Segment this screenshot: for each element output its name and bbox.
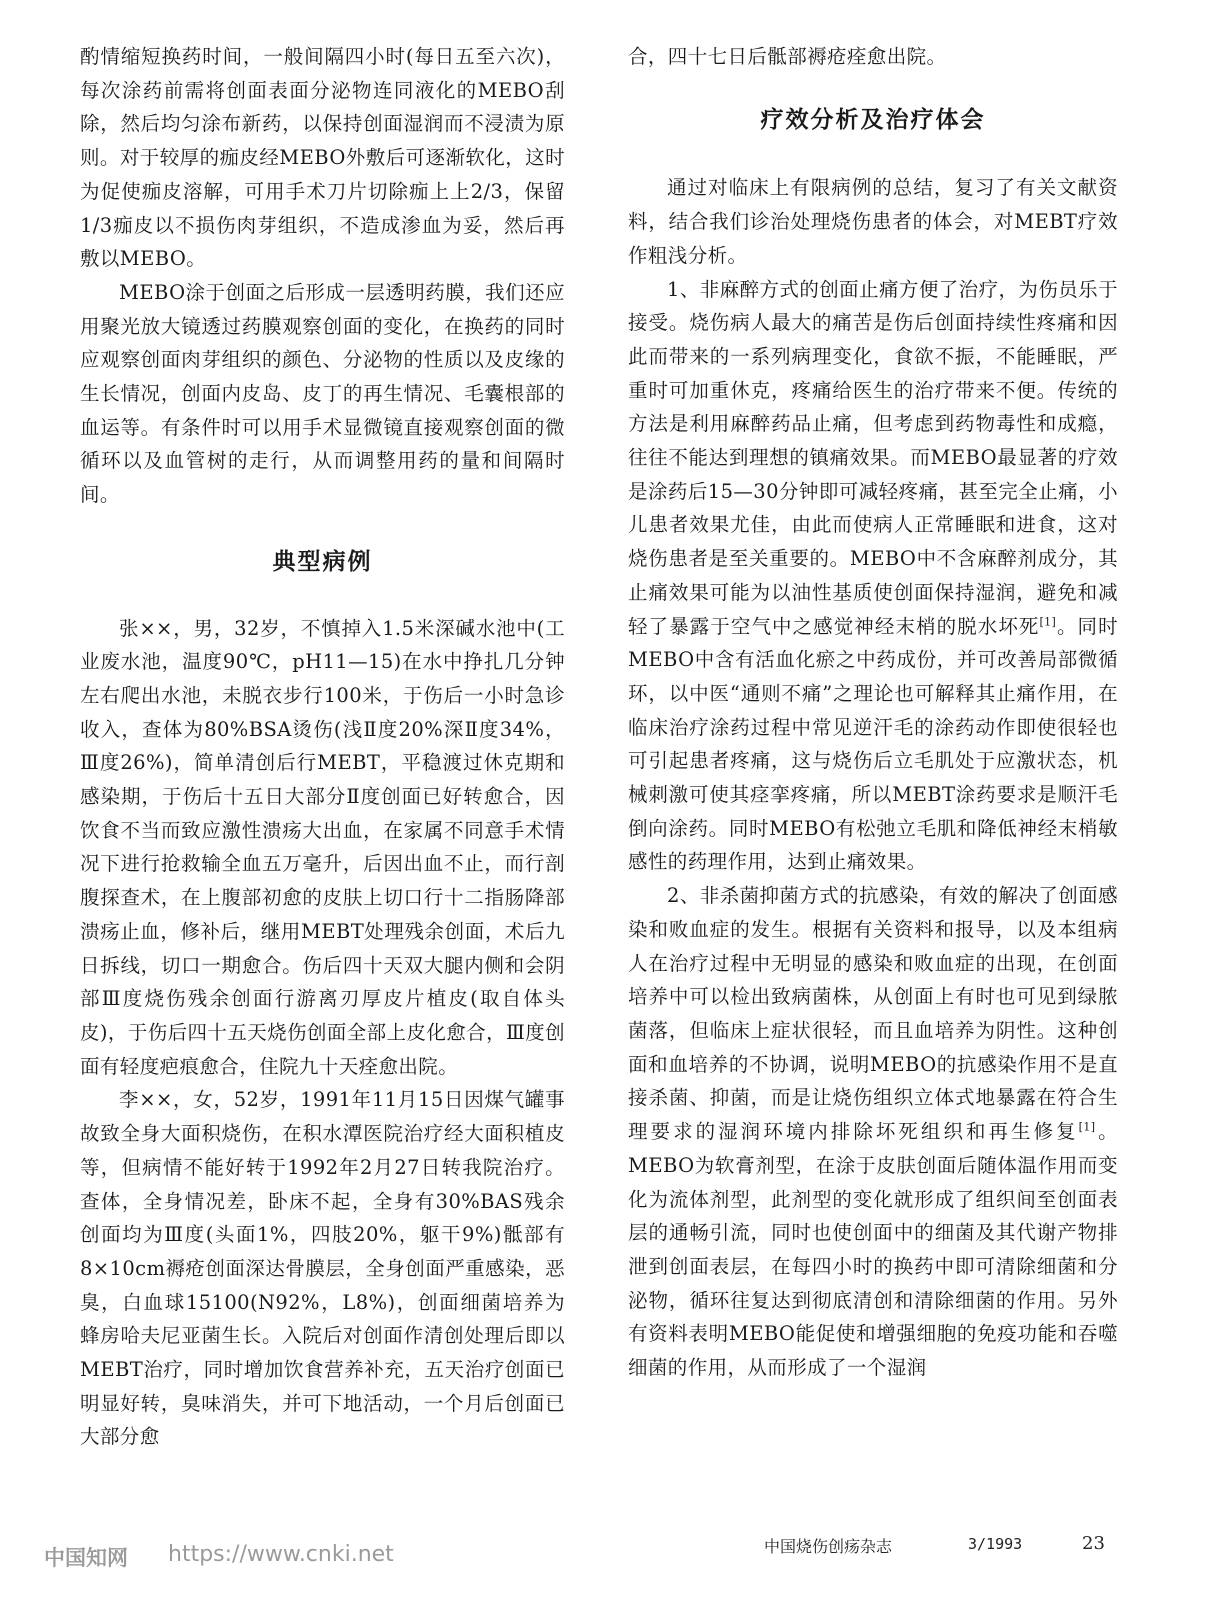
- citation-ref: [1]: [1078, 1120, 1096, 1134]
- paragraph-text: 1、非麻醉方式的创面止痛方便了治疗，为伤员乐于接受。烧伤病人最大的痛苦是伤后创面持续性疼痛和因此而带来的一系列病理变化，食欲不振，不能睡眠，严重时可加重休克，疼痛给医生的治疗带来不便。传统的方法是利用麻醉药品止痛，但考虑到药物毒性和成瘾，往往不能达到理想的镇痛效果。而MEBO最显著的疗效是涂药后15—30分钟即可减轻疼痛，甚至完全止痛，小儿患者效果尤佳，由此而使病人正常睡眠和进食，这对烧伤患者是至关重要的。MEBO中不含麻醉剂成分，其止痛效果可能为以油性基质使创面保持湿润，避免和减轻了暴露于空气中之感觉神经末梢的脱水坏死: [628, 277, 1118, 638]
- left-column: [80, 40, 565, 1454]
- paragraph-text: 2、非杀菌抑菌方式的抗感染，有效的解决了创面感染和败血症的发生。根据有关资料和报导，以及本组病人在治疗过程中无明显的感染和败血症的出现，在创面培养中可以检出致病菌株，从创面上有时也可见到绿脓菌落，但临床上症状很轻，而且血培养为阴性。这种创面和血培养的不协调，说明MEBO的抗感染作用不是直接杀菌、抑菌，而是让烧伤组织立体式地暴露在符合生理要求的湿润环境内排除坏死组织和再生修复: [628, 884, 1118, 1144]
- body-paragraph: 酌情缩短换药时间，一般间隔四小时(每日五至六次)，每次涂药前需将创面表面分泌物连同液化的MEBO刮除，然后均匀涂布新药，以保持创面湿润而不浸渍为原则。对于较厚的痂皮经MEBO外敷后可逐渐软化，这时为促使痂皮溶解，可用手术刀片切除痂上上2/3，保留1/3痂皮以不损伤肉芽组织，不造成渗血为妥，然后再敷以MEBO。: [80, 45, 565, 271]
- body-paragraph: 通过对临床上有限病例的总结，复习了有关文献资料，结合我们诊治处理烧伤患者的体会，对MEBT疗效作粗浅分析。: [628, 176, 1118, 267]
- citation-ref: [1]: [1039, 615, 1057, 629]
- paragraph-text: 。同时MEBO中含有活血化瘀之中药成份，并可改善局部微循环，以中医“通则不痛”之理论也可解释其止痛作用，在临床治疗涂药过程中常见逆汗毛的涂药动作即使很轻也可引起患者疼痛，这与烧伤后立毛肌处于应激状态，机械刺激可使其痉挛疼痛，所以MEBT涂药要求是顺汗毛倒向涂药。同时MEBO有松弛立毛肌和降低神经末梢敏感性的药理作用，达到止痛效果。: [628, 614, 1118, 874]
- issue-number: 3/1993: [968, 1535, 1023, 1553]
- section-heading-analysis: 疗效分析及治疗体会: [760, 106, 986, 133]
- journal-name: 中国烧伤创疡杂志: [764, 1537, 893, 1556]
- paragraph-text: 。MEBO为软膏剂型，在涂于皮肤创面后随体温作用而变化为流体剂型，此剂型的变化就形成了组织间至创面表层的通畅引流，同时也使创面中的细菌及其代谢产物排泄到创面表层，在每四小时的换药中即可清除细菌和分泌物，循环往复达到彻底清创和清除细菌的作用。另外有资料表明MEBO能促使和增强细胞的免疫功能和吞噬细菌的作用，从而形成了一个湿润: [628, 1120, 1118, 1380]
- body-paragraph: 合，四十七日后骶部褥疮痊愈出院。: [628, 45, 947, 68]
- analysis-point-2: [628, 879, 1118, 1385]
- right-column: [628, 40, 1118, 1385]
- page-number: 23: [1082, 1533, 1105, 1554]
- cnki-logo: 中国知网: [44, 1546, 128, 1570]
- body-paragraph: MEBO涂于创面之后形成一层透明药膜，我们还应用聚光放大镜透过药膜观察创面的变化，在换药的同时应观察创面肉芽组织的颜色、分泌物的性质以及皮缘的生长情况，创面内皮岛、皮丁的再生情况、毛囊根部的血运等。有条件时可以用手术显微镜直接观察创面的微循环以及血管树的走行，从而调整用药的量和间隔时间。: [80, 280, 565, 507]
- cnki-url[interactable]: https://www.cnki.net: [168, 1542, 394, 1567]
- case-report-2: 李××，女，52岁，1991年11月15日因煤气罐事故致全身大面积烧伤，在积水潭医院治疗经大面积植皮等，但病情不能好转于1992年2月27日转我院治疗。查体，全身情况差，卧床不起，全身有30%BAS残余创面均为Ⅲ度(头面1%，四肢20%，躯干9%)骶部有8×10cm褥疮创面深达骨膜层，全身创面严重感染，恶臭，白血球15100(N92%，L8%)，创面细菌培养为蜂房哈夫尼亚菌生长。入院后对创面作清创处理后即以MEBT治疗，同时增加饮食营养补充，五天治疗创面已明显好转，臭味消失，并可下地活动，一个月后创面已大部分愈: [80, 1088, 565, 1449]
- page-footer: [0, 1534, 1216, 1574]
- analysis-point-1: [628, 273, 1118, 880]
- case-report-1: 张××，男，32岁，不慎掉入1.5米深碱水池中(工业废水池，温度90℃，pH11—15)在水中挣扎几分钟左右爬出水池，未脱衣步行100米，于伤后一小时急诊收入，查体为80%BSA烫伤(浅Ⅱ度20%深Ⅱ度34%，Ⅲ度26%)，简单清创后行MEBT，平稳渡过休克期和感染期，于伤后十五日大部分Ⅱ度创面已好转愈合，因饮食不当而致应激性溃疡大出血，在家属不同意手术情况下进行抢救输全血五万毫升，后因出血不止，而行剖腹探查术，在上腹部初愈的皮肤上切口行十二指肠降部溃疡止血，修补后，继用MEBT处理残余创面，术后九日拆线，切口一期愈合。伤后四十天双大腿内侧和会阴部Ⅲ度烧伤残余创面行游离刃厚皮片植皮(取自体头皮)，于伤后四十五天烧伤创面全部上皮化愈合，Ⅲ度创面有轻度疤痕愈合，住院九十天痊愈出院。: [80, 616, 565, 1078]
- section-heading-cases: 典型病例: [272, 548, 373, 575]
